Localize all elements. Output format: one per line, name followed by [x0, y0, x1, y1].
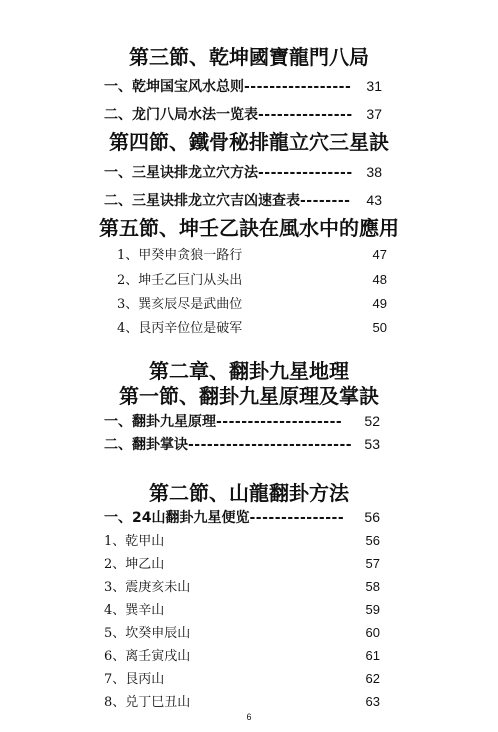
toc-entry-label: 二、龙门八局水法一览表: [104, 107, 258, 123]
toc-entry-page: 53: [364, 436, 380, 452]
toc-entry-page: 37: [366, 106, 382, 122]
section-heading: 第五節、坤壬乙訣在風水中的應用: [99, 216, 399, 240]
toc-entry-label: 一、三星诀排龙立穴方法: [104, 165, 258, 181]
toc-entry-label: 一、乾坤国宝风水总则: [104, 79, 244, 95]
rule-leader: [164, 544, 365, 545]
toc-entry-label: 4、艮丙辛位位是破军: [117, 321, 243, 336]
toc-entry[interactable]: [117, 269, 387, 288]
toc-entry-page: 47: [372, 247, 387, 262]
rule-leader: [242, 258, 372, 259]
rule-leader: [164, 613, 365, 614]
toc-entry[interactable]: [117, 317, 387, 336]
toc-entry[interactable]: [104, 507, 380, 527]
toc-entry[interactable]: [104, 76, 382, 96]
toc-entry[interactable]: [104, 553, 380, 572]
page-number: 6: [246, 712, 252, 722]
toc-entry-label: 二、翻卦掌诀: [104, 437, 188, 453]
toc-entry[interactable]: [104, 576, 380, 595]
dot-leader: ---------------: [249, 510, 345, 526]
rule-leader: [190, 590, 365, 591]
rule-leader: [242, 283, 372, 284]
toc-entry-page: 50: [372, 320, 387, 335]
toc-entry[interactable]: [104, 104, 382, 124]
dot-leader: --------------------------: [188, 437, 353, 453]
rule-leader: [242, 307, 372, 308]
toc-entry[interactable]: [104, 645, 380, 664]
dot-leader: --------: [300, 193, 351, 209]
toc-entry-page: 49: [372, 296, 387, 311]
toc-entry-label: 1、甲癸申贪狼一路行: [117, 248, 243, 263]
toc-entry-label: 2、坤壬乙巨门从头出: [117, 273, 243, 288]
toc-entry[interactable]: [104, 434, 380, 454]
toc-entry-page: 52: [364, 413, 380, 429]
toc-entry[interactable]: [117, 293, 387, 312]
rule-leader: [190, 705, 365, 706]
rule-leader: [190, 659, 365, 660]
toc-entry[interactable]: [104, 190, 382, 210]
toc-entry-page: 48: [372, 272, 387, 287]
dot-leader: ---------------: [258, 165, 353, 181]
toc-entry-label: 一、24山翻卦九星便览: [104, 510, 250, 526]
toc-entry-page: 61: [365, 648, 380, 663]
toc-entry[interactable]: [104, 622, 380, 641]
toc-entry-label: 4、巽辛山: [104, 603, 165, 618]
toc-entry-label: 8、兑丁巳丑山: [104, 695, 191, 710]
rule-leader: [164, 682, 365, 683]
toc-entry-label: 2、坤乙山: [104, 557, 165, 572]
section-heading: 第三節、乾坤國寶龍門八局: [129, 45, 369, 69]
section-heading: 第一節、翻卦九星原理及掌訣: [119, 384, 379, 408]
toc-entry-page: 60: [365, 625, 380, 640]
toc-entry-page: 63: [365, 694, 380, 709]
toc-entry-page: 56: [364, 509, 380, 525]
toc-entry-label: 1、乾甲山: [104, 534, 165, 549]
toc-entry-page: 43: [366, 192, 382, 208]
toc-entry[interactable]: [104, 668, 380, 687]
toc-entry-label: 二、三星诀排龙立穴吉凶速查表: [104, 193, 300, 209]
rule-leader: [242, 331, 372, 332]
toc-entry[interactable]: [104, 691, 380, 710]
toc-entry[interactable]: [104, 162, 382, 182]
toc-entry-label: 一、翻卦九星原理: [104, 414, 216, 430]
toc-entry-label: 3、巽亥辰尽是武曲位: [117, 297, 243, 312]
toc-entry-label: 6、离壬寅戌山: [104, 649, 191, 664]
rule-leader: [164, 567, 365, 568]
rule-leader: [190, 636, 365, 637]
toc-entry[interactable]: [117, 244, 387, 263]
section-heading: 第二節、山龍翻卦方法: [149, 481, 349, 505]
toc-entry[interactable]: [104, 530, 380, 549]
dot-leader: -----------------: [244, 79, 352, 95]
toc-entry-page: 62: [365, 671, 380, 686]
toc-entry[interactable]: [104, 411, 380, 431]
toc-entry-page: 57: [365, 556, 380, 571]
toc-entry-page: 56: [365, 533, 380, 548]
toc-entry-page: 38: [366, 164, 382, 180]
toc-entry-label: 7、艮丙山: [104, 672, 165, 687]
toc-entry[interactable]: [104, 599, 380, 618]
dot-leader: ---------------: [258, 107, 353, 123]
toc-entry-label: 5、坎癸申辰山: [104, 626, 191, 641]
toc-entry-label: 3、震庚亥未山: [104, 580, 191, 595]
section-heading: 第四節、鐵骨秘排龍立穴三星訣: [109, 130, 389, 154]
toc-entry-page: 58: [365, 579, 380, 594]
chapter-heading: 第二章、翻卦九星地理: [149, 359, 349, 383]
toc-entry-page: 31: [366, 78, 382, 94]
toc-entry-page: 59: [365, 602, 380, 617]
dot-leader: --------------------: [216, 414, 343, 430]
